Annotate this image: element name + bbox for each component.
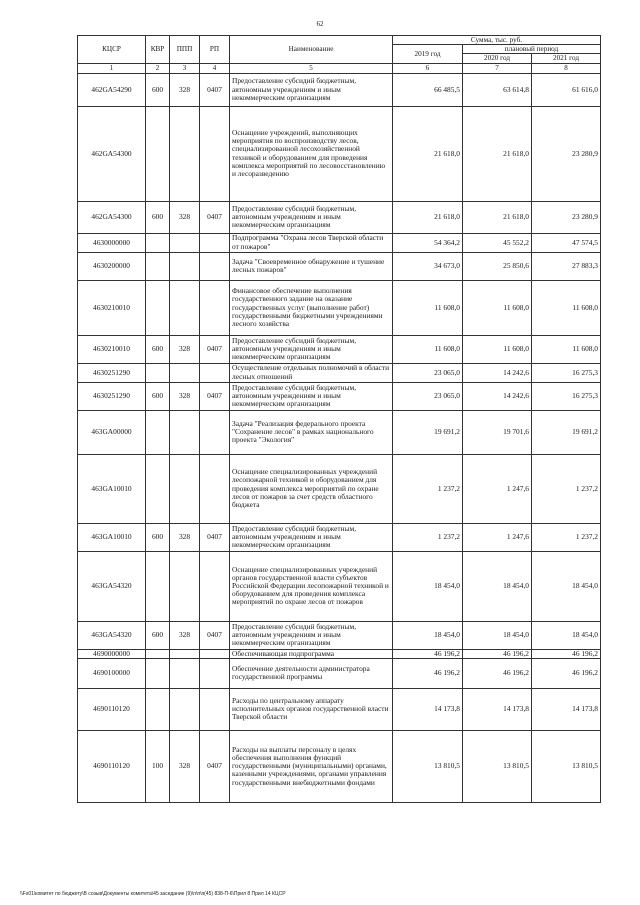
column-number: 8 xyxy=(532,63,601,73)
row-name: Предоставление субсидий бюджетным, автономным учреждениям и иным некоммерческим организациям xyxy=(230,73,393,106)
row-value-2021: 23 280,9 xyxy=(532,201,601,233)
column-number: 2 xyxy=(146,63,170,73)
row-rp xyxy=(200,363,230,382)
row-value-2021: 16 275,3 xyxy=(532,382,601,410)
row-kcsr: 4630251290 xyxy=(78,382,146,410)
table-row xyxy=(78,658,601,688)
row-value-2020: 11 608,0 xyxy=(463,280,532,335)
row-value-2019: 11 608,0 xyxy=(393,280,463,335)
row-value-2019: 18 454,0 xyxy=(393,621,463,649)
row-value-2019: 23 065,0 xyxy=(393,382,463,410)
row-ppp xyxy=(170,649,200,658)
row-name: Задача "Реализация федерального проекта "Сохранение лесов" в рамках национального проекта "Экология" xyxy=(230,410,393,454)
row-ppp: 328 xyxy=(170,621,200,649)
table-row xyxy=(78,649,601,658)
row-value-2019: 46 196,2 xyxy=(393,649,463,658)
column-number: 7 xyxy=(463,63,532,73)
table-row xyxy=(78,335,601,363)
row-ppp: 328 xyxy=(170,382,200,410)
header-ppp: ППП xyxy=(170,36,200,64)
row-value-2019: 11 608,0 xyxy=(393,335,463,363)
header-kcsr: КЦСР xyxy=(78,36,146,64)
row-ppp xyxy=(170,410,200,454)
row-rp xyxy=(200,688,230,730)
row-value-2019: 54 364,2 xyxy=(393,233,463,252)
row-rp xyxy=(200,658,230,688)
header-year-2020: 2020 год xyxy=(463,54,532,63)
row-value-2019: 19 691,2 xyxy=(393,410,463,454)
table-row xyxy=(78,688,601,730)
row-value-2021: 14 173,8 xyxy=(532,688,601,730)
table-body xyxy=(78,63,601,802)
table-row xyxy=(78,252,601,280)
row-kvr: 600 xyxy=(146,621,170,649)
row-value-2021: 1 237,2 xyxy=(532,454,601,523)
table-row xyxy=(78,730,601,802)
row-kcsr: 463GA10010 xyxy=(78,454,146,523)
row-kvr: 600 xyxy=(146,73,170,106)
column-number: 5 xyxy=(230,63,393,73)
row-name: Финансовое обеспечение выполнения государственного задание на оказание государственных услуг (выполнение работ) государственными бюджетными учреждениями лесного хозяйства xyxy=(230,280,393,335)
row-value-2021: 47 574,5 xyxy=(532,233,601,252)
column-number: 3 xyxy=(170,63,200,73)
row-name: Предоставление субсидий бюджетным, автономным учреждениям и иным некоммерческим организациям xyxy=(230,382,393,410)
row-name: Расходы на выплаты персоналу в целях обеспечения выполнения функций государственными (муниципальными) органами, казенными учреждениями, органами управления государственными внебюджетными фондами xyxy=(230,730,393,802)
row-kvr xyxy=(146,649,170,658)
row-value-2020: 21 618,0 xyxy=(463,106,532,201)
row-rp: 0407 xyxy=(200,382,230,410)
footer-file-path: \\Fs01\комитет по бюджету\В созыв\Документы комитета\45 заседание (9)\п\п\п(45) 838-П-6\Прил 8 Прил 14 КЦСР xyxy=(20,891,286,897)
row-rp: 0407 xyxy=(200,730,230,802)
table-row xyxy=(78,410,601,454)
row-kvr xyxy=(146,363,170,382)
row-value-2021: 18 454,0 xyxy=(532,551,601,621)
row-value-2020: 63 614,8 xyxy=(463,73,532,106)
row-kcsr: 4630210010 xyxy=(78,280,146,335)
row-name: Осуществление отдельных полномочий в области лесных отношений xyxy=(230,363,393,382)
budget-table xyxy=(77,35,601,803)
column-number-row xyxy=(78,63,601,73)
header-sum: Сумма, тыс. руб. xyxy=(393,36,601,45)
row-kvr xyxy=(146,106,170,201)
row-kvr xyxy=(146,688,170,730)
row-value-2019: 1 237,2 xyxy=(393,454,463,523)
header-rp: РП xyxy=(200,36,230,64)
row-ppp xyxy=(170,252,200,280)
row-rp: 0407 xyxy=(200,201,230,233)
row-kcsr: 4630000000 xyxy=(78,233,146,252)
header-plan-period: плановый период xyxy=(463,45,601,54)
row-value-2020: 18 454,0 xyxy=(463,551,532,621)
row-name: Предоставление субсидий бюджетным, автономным учреждениям и иным некоммерческим организациям xyxy=(230,523,393,551)
row-name: Оснащение специализированных учреждений органов государственной власти субъектов Российской Федерации лесопожарной техникой и оборудованием для проведения комплекса мероприятий по охране лесов от пожаров xyxy=(230,551,393,621)
row-value-2019: 23 065,0 xyxy=(393,363,463,382)
row-value-2020: 14 242,6 xyxy=(463,382,532,410)
row-rp xyxy=(200,233,230,252)
row-kcsr: 462GA54290 xyxy=(78,73,146,106)
row-name: Оснащение учреждений, выполняющих мероприятия по воспроизводству лесов, специализированной лесохозяйственной техникой и оборудованием для проведения комплекса мероприятий по лесовосстановлению и лесоразведению xyxy=(230,106,393,201)
header-kvr: КВР xyxy=(146,36,170,64)
row-ppp: 328 xyxy=(170,523,200,551)
row-value-2019: 1 237,2 xyxy=(393,523,463,551)
row-value-2021: 16 275,3 xyxy=(532,363,601,382)
row-name: Предоставление субсидий бюджетным, автономным учреждениям и иным некоммерческим организациям xyxy=(230,621,393,649)
row-kcsr: 4630251290 xyxy=(78,363,146,382)
row-rp: 0407 xyxy=(200,621,230,649)
row-value-2020: 14 173,8 xyxy=(463,688,532,730)
row-name: Обеспечение деятельности администратора государственной программы xyxy=(230,658,393,688)
row-name: Оснащение специализированных учреждений лесопожарной техникой и оборудованием для проведения комплекса мероприятий по охране лесов от пожаров за счет средств областного бюджета xyxy=(230,454,393,523)
row-kvr xyxy=(146,454,170,523)
page-number: 62 xyxy=(316,20,324,28)
row-kcsr: 463GA54320 xyxy=(78,621,146,649)
row-name: Предоставление субсидий бюджетным, автономным учреждениям и иным некоммерческим организациям xyxy=(230,335,393,363)
row-rp xyxy=(200,106,230,201)
row-value-2021: 61 616,0 xyxy=(532,73,601,106)
row-value-2019: 13 810,5 xyxy=(393,730,463,802)
row-value-2020: 1 247,6 xyxy=(463,454,532,523)
row-kvr xyxy=(146,410,170,454)
table-row xyxy=(78,280,601,335)
row-value-2019: 21 618,0 xyxy=(393,201,463,233)
table-row xyxy=(78,621,601,649)
column-number: 4 xyxy=(200,63,230,73)
row-value-2021: 18 454,0 xyxy=(532,621,601,649)
row-kcsr: 4630200000 xyxy=(78,252,146,280)
row-ppp: 328 xyxy=(170,335,200,363)
row-ppp xyxy=(170,658,200,688)
row-kvr: 600 xyxy=(146,382,170,410)
row-value-2021: 27 883,3 xyxy=(532,252,601,280)
row-name: Подпрограмма "Охрана лесов Тверской области от пожаров" xyxy=(230,233,393,252)
row-ppp xyxy=(170,280,200,335)
row-value-2021: 1 237,2 xyxy=(532,523,601,551)
row-value-2020: 46 196,2 xyxy=(463,658,532,688)
column-number: 1 xyxy=(78,63,146,73)
row-ppp xyxy=(170,233,200,252)
row-rp xyxy=(200,252,230,280)
column-number: 6 xyxy=(393,63,463,73)
row-kcsr: 4630210010 xyxy=(78,335,146,363)
row-ppp xyxy=(170,688,200,730)
row-value-2019: 21 618,0 xyxy=(393,106,463,201)
row-kcsr: 4690110120 xyxy=(78,730,146,802)
header-name: Наименование xyxy=(230,36,393,64)
row-ppp xyxy=(170,363,200,382)
row-ppp xyxy=(170,454,200,523)
table-row xyxy=(78,106,601,201)
table-row xyxy=(78,551,601,621)
row-kcsr: 4690110120 xyxy=(78,688,146,730)
row-value-2021: 11 608,0 xyxy=(532,280,601,335)
row-value-2021: 19 691,2 xyxy=(532,410,601,454)
row-value-2020: 14 242,6 xyxy=(463,363,532,382)
row-value-2020: 46 196,2 xyxy=(463,649,532,658)
row-value-2020: 1 247,6 xyxy=(463,523,532,551)
row-ppp: 328 xyxy=(170,201,200,233)
row-value-2019: 66 485,5 xyxy=(393,73,463,106)
row-rp: 0407 xyxy=(200,523,230,551)
row-value-2019: 18 454,0 xyxy=(393,551,463,621)
row-ppp xyxy=(170,106,200,201)
row-rp xyxy=(200,649,230,658)
table-row xyxy=(78,523,601,551)
row-value-2020: 21 618,0 xyxy=(463,201,532,233)
row-value-2021: 11 608,0 xyxy=(532,335,601,363)
header-year-2019: 2019 год xyxy=(393,45,463,63)
row-ppp xyxy=(170,551,200,621)
row-kcsr: 462GA54300 xyxy=(78,201,146,233)
row-name: Обеспечивающая подпрограмма xyxy=(230,649,393,658)
row-value-2020: 13 810,5 xyxy=(463,730,532,802)
row-value-2020: 25 850,6 xyxy=(463,252,532,280)
row-kvr xyxy=(146,233,170,252)
row-kvr xyxy=(146,252,170,280)
row-rp: 0407 xyxy=(200,335,230,363)
row-kcsr: 463GA00000 xyxy=(78,410,146,454)
row-kvr: 600 xyxy=(146,201,170,233)
row-name: Предоставление субсидий бюджетным, автономным учреждениям и иным некоммерческим организациям xyxy=(230,201,393,233)
row-kvr: 600 xyxy=(146,335,170,363)
header-year-2021: 2021 год xyxy=(532,54,601,63)
table-row xyxy=(78,73,601,106)
table-row xyxy=(78,201,601,233)
table-row xyxy=(78,233,601,252)
row-ppp: 328 xyxy=(170,730,200,802)
row-value-2020: 19 701,6 xyxy=(463,410,532,454)
table-row xyxy=(78,454,601,523)
row-kvr xyxy=(146,280,170,335)
row-value-2021: 46 196,2 xyxy=(532,658,601,688)
row-kvr: 600 xyxy=(146,523,170,551)
row-value-2020: 11 608,0 xyxy=(463,335,532,363)
row-value-2020: 45 552,2 xyxy=(463,233,532,252)
row-kvr xyxy=(146,551,170,621)
table-row xyxy=(78,363,601,382)
row-kcsr: 4690000000 xyxy=(78,649,146,658)
row-rp: 0407 xyxy=(200,73,230,106)
row-kvr xyxy=(146,658,170,688)
row-name: Задача "Своевременное обнаружение и тушение лесных пожаров" xyxy=(230,252,393,280)
row-kcsr: 463GA10010 xyxy=(78,523,146,551)
table-row xyxy=(78,382,601,410)
row-ppp: 328 xyxy=(170,73,200,106)
row-kcsr: 463GA54320 xyxy=(78,551,146,621)
row-kcsr: 4690100000 xyxy=(78,658,146,688)
row-value-2019: 14 173,8 xyxy=(393,688,463,730)
row-rp xyxy=(200,551,230,621)
row-value-2020: 18 454,0 xyxy=(463,621,532,649)
row-rp xyxy=(200,280,230,335)
row-value-2019: 46 196,2 xyxy=(393,658,463,688)
row-rp xyxy=(200,410,230,454)
row-value-2021: 46 196,2 xyxy=(532,649,601,658)
row-kvr: 100 xyxy=(146,730,170,802)
row-kcsr: 462GA54300 xyxy=(78,106,146,201)
row-rp xyxy=(200,454,230,523)
row-value-2021: 23 280,9 xyxy=(532,106,601,201)
row-value-2021: 13 810,5 xyxy=(532,730,601,802)
row-name: Расходы по центральному аппарату исполнительных органов государственной власти Тверской области xyxy=(230,688,393,730)
row-value-2019: 34 673,0 xyxy=(393,252,463,280)
